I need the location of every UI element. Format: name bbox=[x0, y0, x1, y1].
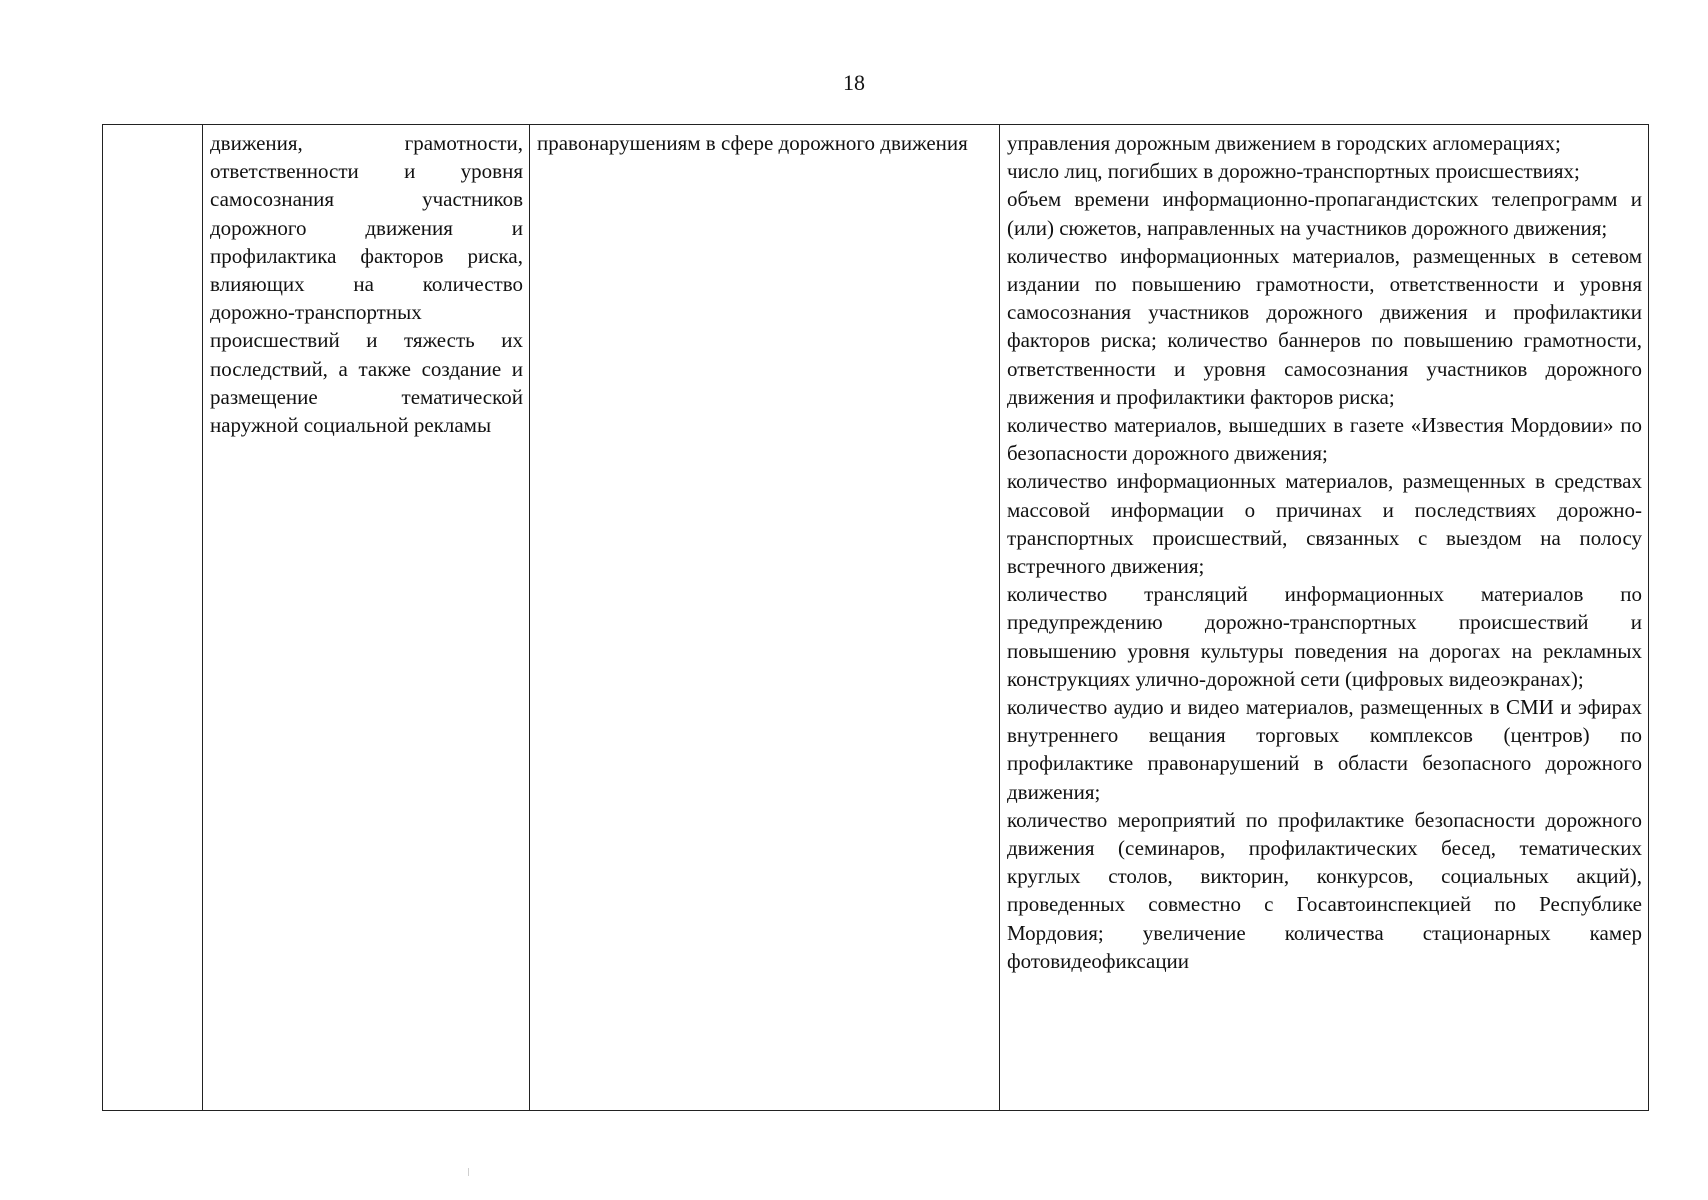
scan-mark bbox=[468, 1168, 469, 1176]
task-text: движения, грамотности, ответственности и уровня самосознания участников дорожного движения и профилактика факторов риска, влияющих на количество дорожно-транспортных происшествий и тяжесть их последствий, а также создание и размещение тематической наружной социальной рекламы bbox=[210, 131, 523, 438]
indicator-paragraph: управления дорожным движением в городских агломерациях; bbox=[1007, 131, 1561, 155]
table-row bbox=[103, 125, 1649, 1111]
table-cell-indicators bbox=[1000, 125, 1649, 1111]
table-cell-goal bbox=[530, 125, 1000, 1111]
indicator-paragraph: количество мероприятий по профилактике безопасности дорожного движения (семинаров, профилактических бесед, тематических круглых столов, викторин, конкурсов, социальных акций), проведенных совместно с Госавтоинспекцией по Республике Мордовия; увеличение количества стационарных камер фотовидеофиксации bbox=[1007, 807, 1642, 973]
indicator-paragraph: количество трансляций информационных материалов по предупреждению дорожно-транспортных происшествий и повышению уровня культуры поведения на дорогах на рекламных конструкциях улично-дорожной сети (цифровых видеоэкранах); bbox=[1007, 582, 1642, 691]
indicator-paragraph: количество аудио и видео материалов, размещенных в СМИ и эфирах внутреннего вещания торговых комплексов (центров) по профилактике правонарушений в области безопасного дорожного движения; bbox=[1007, 695, 1642, 804]
indicator-paragraph: число лиц, погибших в дорожно-транспортных происшествиях; bbox=[1007, 159, 1580, 184]
indicator-paragraph: количество информационных материалов, размещенных в средствах массовой информации о причинах и последствиях дорожно-транспортных происшествий, связанных с выездом на полосу встречного движения; bbox=[1007, 469, 1642, 579]
table-cell-task bbox=[203, 125, 530, 1111]
page-number: 18 bbox=[843, 70, 865, 95]
continuation-table bbox=[102, 124, 1649, 1111]
indicator-paragraph: количество информационных материалов, размещенных в сетевом издании по повышению грамотности, ответственности и уровня самосознания участников дорожного движения и профилактики факторов риска; количество баннеров по повышению грамотности, ответственности и уровня самосознания участников дорожного движения и профилактики факторов риска; bbox=[1007, 243, 1642, 409]
goal-text: правонарушениям в сфере дорожного движения bbox=[537, 131, 968, 155]
indicator-paragraph: объем времени информационно-пропагандистских телепрограмм и (или) сюжетов, направленных на участников дорожного движения; bbox=[1007, 187, 1642, 240]
table-cell-number bbox=[103, 125, 203, 1111]
indicator-paragraph: количество материалов, вышедших в газете «Известия Мордовии» по безопасности дорожного движения; bbox=[1007, 413, 1642, 466]
